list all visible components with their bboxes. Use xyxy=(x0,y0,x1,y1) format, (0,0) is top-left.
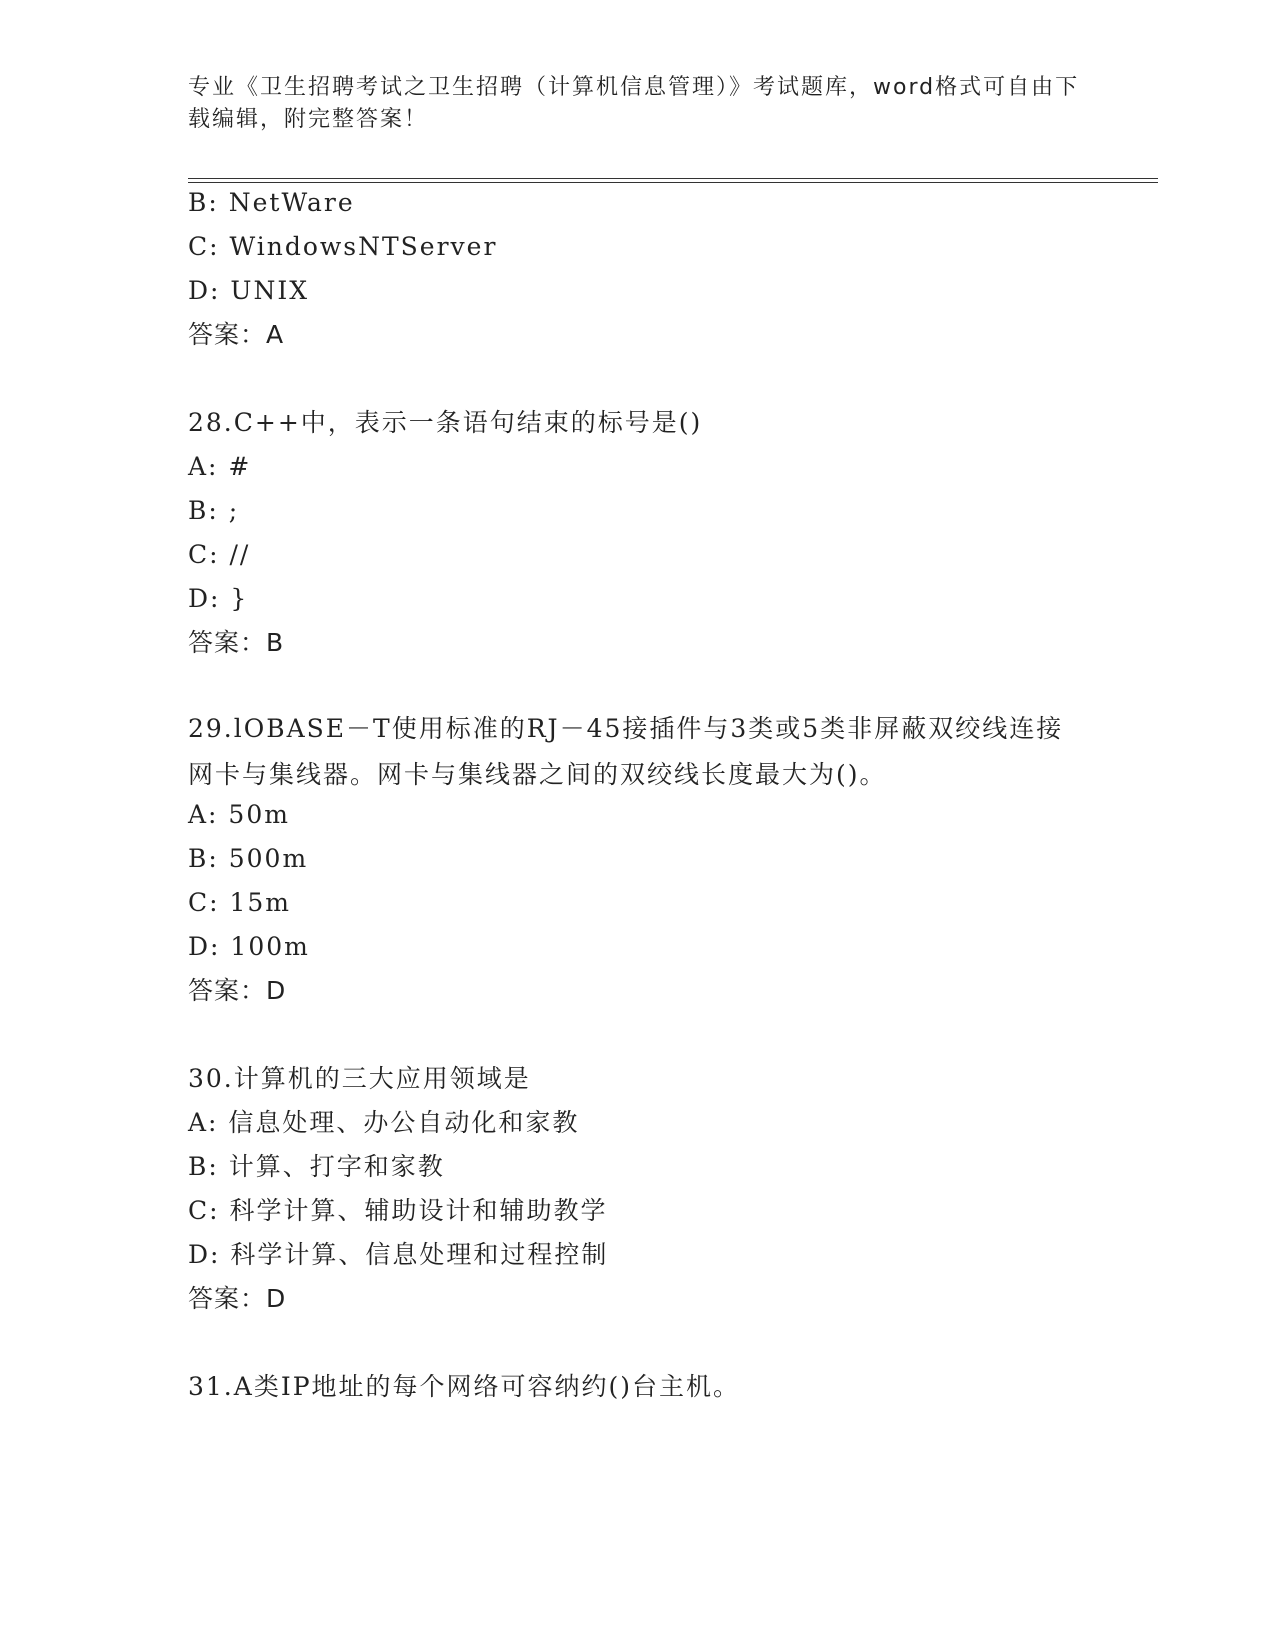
answer-line: 答案：D xyxy=(188,976,287,1005)
option-d: D: } xyxy=(188,584,249,613)
option-b: B: 计算、打字和家教 xyxy=(188,1152,445,1181)
option-c: C: 科学计算、辅助设计和辅助教学 xyxy=(188,1196,608,1225)
question-stem: 30.计算机的三大应用领域是 xyxy=(188,1064,531,1093)
option-c: C: WindowsNTServer xyxy=(188,232,498,261)
header-divider-top xyxy=(188,178,1158,179)
option-d: D: 100m xyxy=(188,932,310,961)
question-stem: 31.A类IP地址的每个网络可容纳约()台主机。 xyxy=(188,1372,741,1401)
option-b: B: 500m xyxy=(188,844,309,873)
option-d: D: 科学计算、信息处理和过程控制 xyxy=(188,1240,609,1269)
option-a: A: 信息处理、办公自动化和家教 xyxy=(188,1108,580,1137)
document-header xyxy=(188,72,1088,136)
option-a: A: # xyxy=(188,452,252,481)
answer-line: 答案：B xyxy=(188,628,285,657)
answer-line: 答案：A xyxy=(188,320,285,349)
option-d: D: UNIX xyxy=(188,276,310,305)
question-stem: 29.lOBASE－T使用标准的RJ－45接插件与3类或5类非屏蔽双绞线连接网卡与集线器。网卡与集线器之间的双绞线长度最大为()。 xyxy=(188,714,1064,789)
header-divider-bottom xyxy=(188,182,1158,183)
option-b: B: NetWare xyxy=(188,188,355,217)
header-intro-text: 专业《卫生招聘考试之卫生招聘（计算机信息管理）》考试题库，word格式可自由下载编辑，附完整答案！ xyxy=(188,75,1080,132)
option-b: B: ; xyxy=(188,496,240,525)
option-c: C: 15m xyxy=(188,888,292,917)
option-a: A: 50m xyxy=(188,800,290,829)
answer-line: 答案：D xyxy=(188,1284,287,1313)
question-stem: 28.C++中，表示一条语句结束的标号是() xyxy=(188,408,703,437)
option-c: C: // xyxy=(188,540,251,569)
